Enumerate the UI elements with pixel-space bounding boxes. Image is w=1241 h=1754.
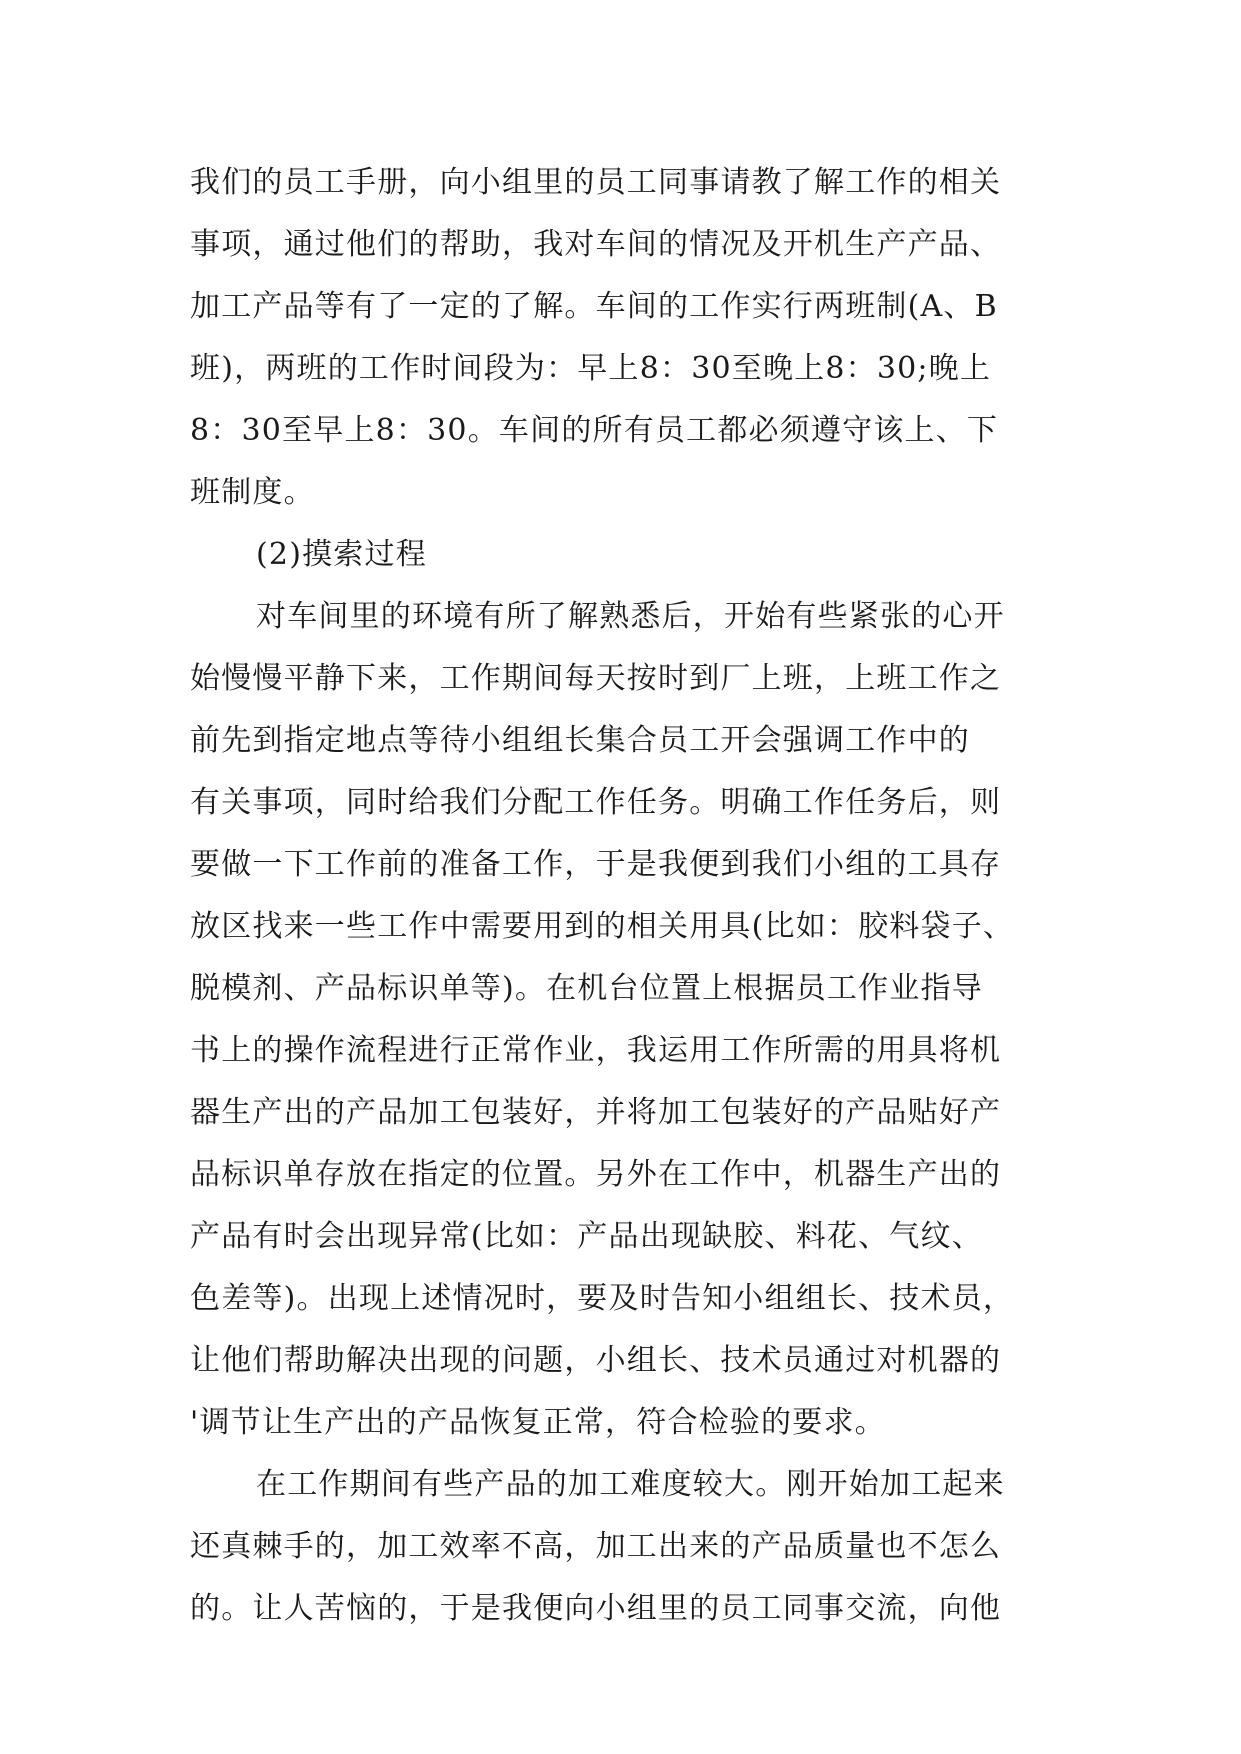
text-line: 始慢慢平静下来，工作期间每天按时到厂上班，上班工作之 bbox=[190, 661, 1002, 696]
text-line: 的。让人苦恼的，于是我便向小组里的员工同事交流，向他 bbox=[190, 1591, 1002, 1626]
text-line: 书上的操作流程进行正常作业，我运用工作所需的用具将机 bbox=[190, 1033, 1002, 1068]
text-line: 让他们帮助解决出现的问题，小组长、技术员通过对机器的 bbox=[190, 1343, 1002, 1378]
text-line: 班)，两班的工作时间段为：早上8：30至晚上8：30;晚上 bbox=[190, 351, 992, 386]
text-line: 加工产品等有了一定的了解。车间的工作实行两班制(A、B bbox=[190, 289, 998, 324]
text-line: '调节让生产出的产品恢复正常，符合检验的要求。 bbox=[190, 1405, 886, 1440]
text-line: 色差等)。出现上述情况时，要及时告知小组组长、技术员， bbox=[190, 1281, 1015, 1316]
text-line: 脱模剂、产品标识单等)。在机台位置上根据员工作业指导 bbox=[190, 971, 983, 1006]
text-line: 有关事项，同时给我们分配工作任务。明确工作任务后，则 bbox=[190, 785, 1002, 820]
text-line: 8：30至早上8：30。车间的所有员工都必须遵守该上、下 bbox=[190, 413, 999, 448]
text-line: 器生产出的产品加工包装好，并将加工包装好的产品贴好产 bbox=[190, 1095, 1002, 1130]
text-line: 品标识单存放在指定的位置。另外在工作中，机器生产出的 bbox=[190, 1157, 1002, 1192]
section-heading bbox=[190, 524, 1070, 586]
text-line: 产品有时会出现异常(比如：产品出现缺胶、料花、气纹、 bbox=[190, 1219, 983, 1254]
section-heading-text: (2)摸索过程 bbox=[256, 537, 427, 572]
text-line: 我们的员工手册，向小组里的员工同事请教了解工作的相关 bbox=[190, 165, 1002, 200]
paragraph-difficulty bbox=[190, 1454, 1070, 1640]
text-line: 要做一下工作前的准备工作，于是我便到我们小组的工具存 bbox=[190, 847, 1002, 882]
text-line: 放区找来一些工作中需要用到的相关用具(比如：胶料袋子、 bbox=[190, 909, 1015, 944]
document-body bbox=[190, 152, 1070, 1640]
text-line: 还真棘手的，加工效率不高，加工出来的产品质量也不怎么 bbox=[190, 1529, 1002, 1564]
text-line: 在工作期间有些产品的加工难度较大。刚开始加工起来 bbox=[256, 1467, 1005, 1502]
paragraph-exploration bbox=[190, 586, 1070, 1454]
text-line: 事项，通过他们的帮助，我对车间的情况及开机生产产品、 bbox=[190, 227, 1002, 262]
paragraph-shift-system bbox=[190, 152, 1070, 524]
text-line: 对车间里的环境有所了解熟悉后，开始有些紧张的心开 bbox=[256, 599, 1005, 634]
text-line: 班制度。 bbox=[190, 475, 315, 510]
text-line: 前先到指定地点等待小组组长集合员工开会强调工作中的 bbox=[190, 723, 970, 758]
